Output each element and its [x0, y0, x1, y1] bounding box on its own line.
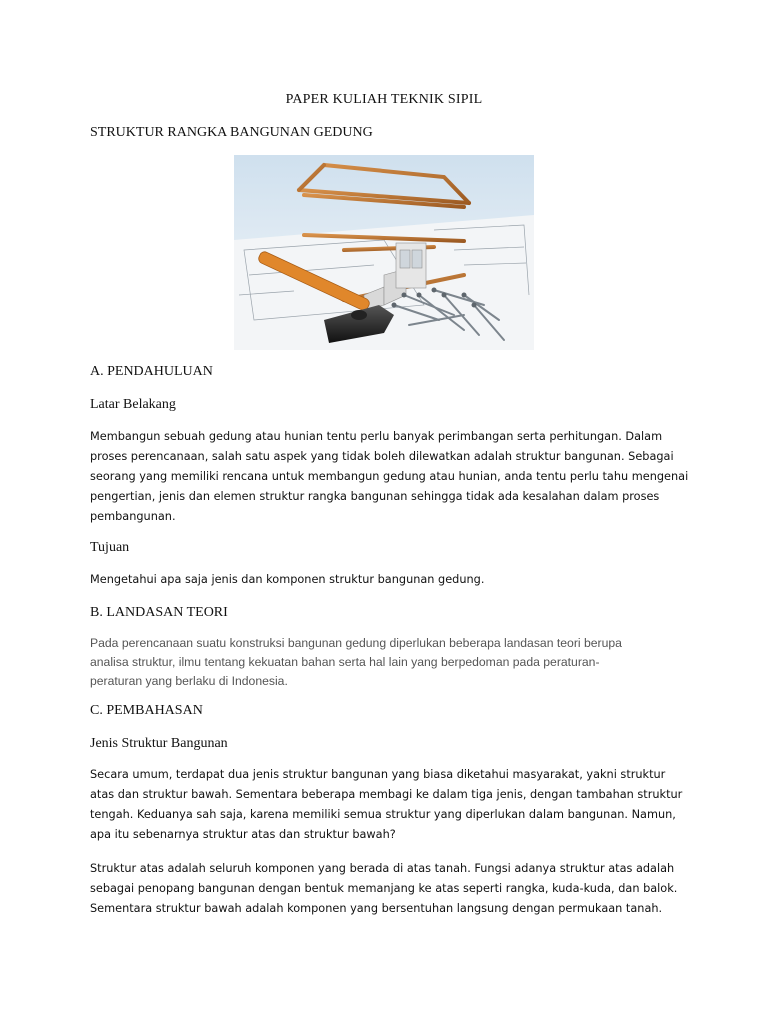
section-c-heading: C. PEMBAHASAN	[90, 703, 203, 718]
paragraph-line: pembangunan.	[90, 510, 176, 523]
paragraph-line: pengertian, jenis dan elemen struktur rangka bangunan sehingga tidak ada kesalahan dalam proses	[90, 490, 660, 503]
paragraph-line: seorang yang memiliki rencana untuk membangun gedung atau hunian, anda tentu perlu tahu mengenai	[90, 470, 689, 483]
paragraph-line: peraturan yang berlaku di Indonesia.	[90, 674, 288, 688]
paragraph-line: atas dan struktur bawah. Sementara beberapa membagi ke dalam tiga jenis, dengan tambahan struktur	[90, 788, 683, 801]
paragraph-line: Struktur atas adalah seluruh komponen yang berada di atas tanah. Fungsi adanya struktur atas adalah	[90, 862, 675, 875]
paragraph-line: tengah. Keduanya sah saja, karena memiliki semua struktur yang diperlukan dalam bangunan. Namun,	[90, 808, 676, 821]
paragraph-line: sebagai penopang bangunan dengan bentuk memanjang ke atas seperti rangka, kuda-kuda, dan balok.	[90, 882, 678, 895]
tujuan-paragraph: Mengetahui apa saja jenis dan komponen struktur bangunan gedung.	[90, 573, 485, 586]
paragraph-line: Sementara struktur bawah adalah komponen yang bersentuhan langsung dengan permukaan tanah.	[90, 902, 663, 915]
paragraph-line: apa itu sebenarnya struktur atas dan struktur bawah?	[90, 828, 396, 841]
latar-belakang-heading: Latar Belakang	[90, 397, 176, 412]
jenis-struktur-paragraph-1	[90, 765, 690, 845]
paragraph-line: Membangun sebuah gedung atau hunian tentu perlu banyak perimbangan serta perhitungan. Dalam	[90, 430, 663, 443]
document-subtitle: STRUKTUR RANGKA BANGUNAN GEDUNG	[90, 125, 373, 140]
document-title: PAPER KULIAH TEKNIK SIPIL	[285, 92, 483, 107]
paragraph-line: proses perencanaan, salah satu aspek yang tidak boleh dilewatkan adalah struktur bangunan. Sebagai	[90, 450, 674, 463]
latar-belakang-paragraph	[90, 427, 690, 527]
paragraph-line: analisa struktur, ilmu tentang kekuatan bahan serta hal lain yang berpedoman pada peraturan-	[90, 655, 600, 669]
jenis-struktur-paragraph-2	[90, 859, 690, 919]
landasan-teori-paragraph	[90, 634, 690, 691]
house-frame-illustration	[234, 155, 534, 350]
paragraph-line: Secara umum, terdapat dua jenis struktur bangunan yang biasa diketahui masyarakat, yakni struktur	[90, 768, 666, 781]
tujuan-heading: Tujuan	[90, 540, 130, 555]
paragraph-line: Pada perencanaan suatu konstruksi bangunan gedung diperlukan beberapa landasan teori berupa	[90, 636, 622, 650]
section-a-heading: A. PENDAHULUAN	[90, 364, 213, 379]
jenis-struktur-heading: Jenis Struktur Bangunan	[90, 736, 228, 751]
section-b-heading: B. LANDASAN TEORI	[90, 605, 228, 620]
